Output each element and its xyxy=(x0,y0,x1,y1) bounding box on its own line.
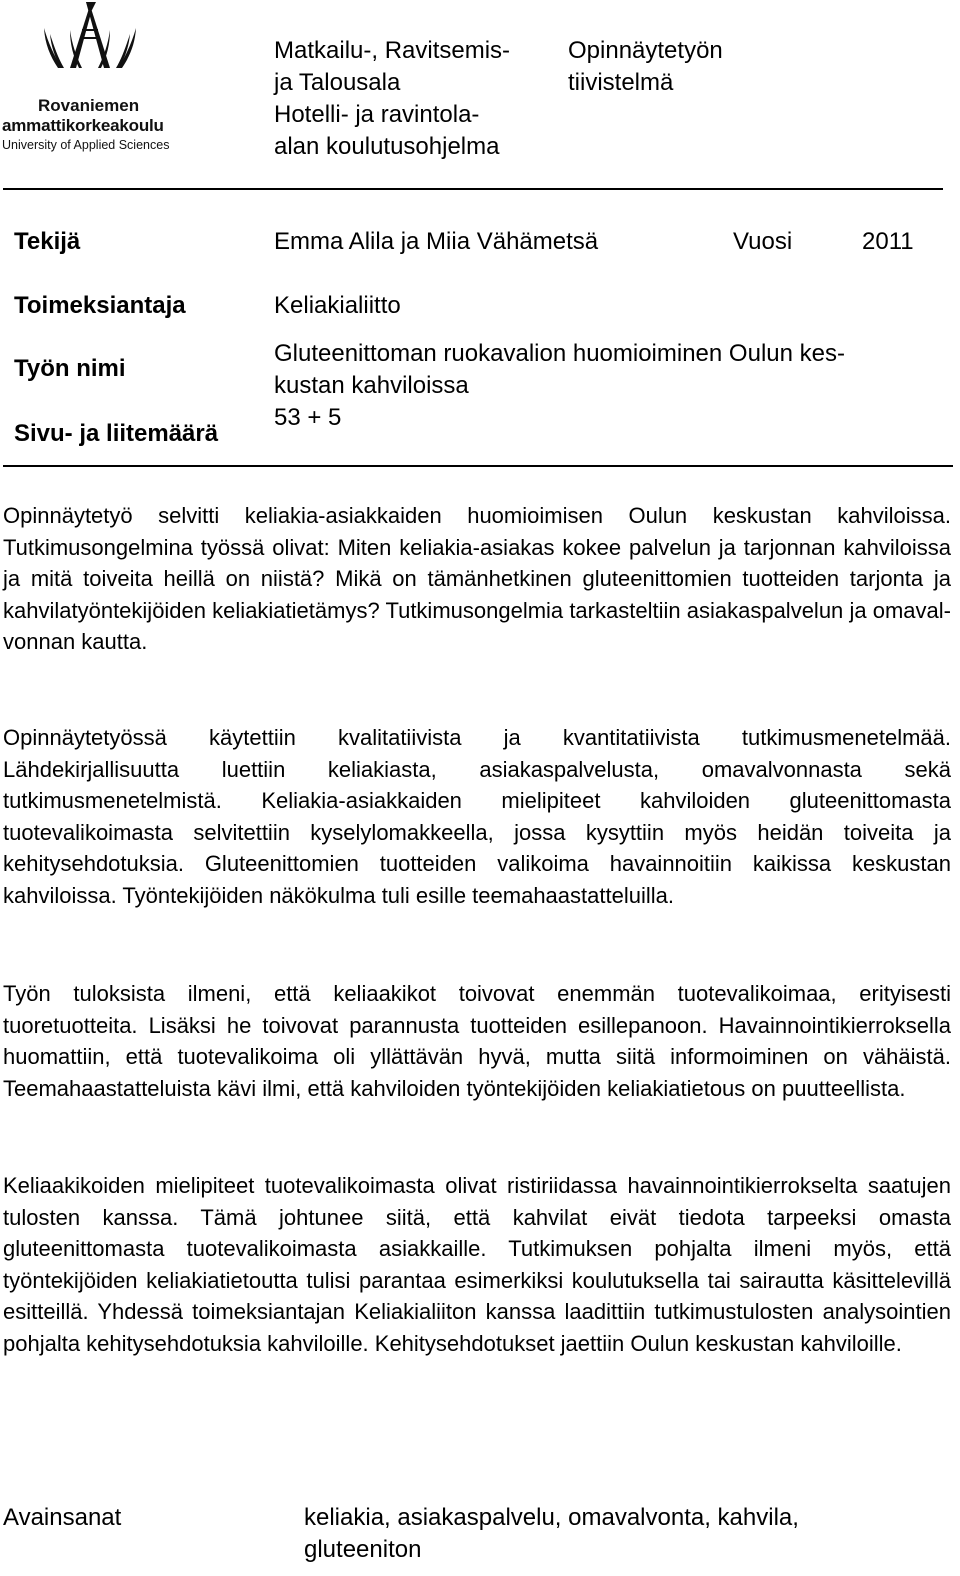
department-block xyxy=(274,35,510,163)
abstract-paragraph-1: Opinnäytetyö selvitti keliakia-asiakkaiden huomioimisen Oulun keskustan kahviloissa. Tutkimusongelmina työssä olivat: Miten keliakia-asiakas kokee palvelun ja tarjonnan kahviloissa ja mitä toiveita heillä on niistä? Mikä on tämänhetkinen gluteenittomien tuotteiden tarjonta ja kahvilatyöntekijöiden keliakiatietämys? Tutkimusongelmia tarkasteltiin asiakaspalvelun ja omavalvonnan kautta. xyxy=(3,503,951,655)
document-type-line: tiivistelmä xyxy=(568,69,674,96)
thesis-title-label: Työn nimi xyxy=(14,355,126,382)
thesis-title-line: Gluteenittoman ruokavalion huomioiminen Oulun kes- xyxy=(274,340,845,367)
abstract-paragraph-4: Keliaakikoiden mielipiteet tuotevalikoimasta olivat ristiriidassa havainnointikierrokselta saatujen tulosten kanssa. Tämä johtunee siitä, että kahvilat eivät tiedota tarpeeksi omasta gluteenittomasta tuotevalikoimasta asiakkaille. Tutkimuksen pohjalta ilmeni myös, että työntekijöiden keliakiatietoutta tulisi parantaa esimerkiksi koulutuksella tai sairautta käsittelevillä esitteillä. Yhdessä toimeksiantajan Keliakialiiton kanssa laadittiin tutkimustulosten analysointien pohjalta kehitysehdotuksia kahviloille. Kehitysehdotukset jaettiin Oulun keskustan kahviloille. xyxy=(3,1173,951,1356)
logo-name-line2: ammattikorkeakoulu xyxy=(2,116,164,135)
document-type xyxy=(568,35,723,99)
pages-label: Sivu- ja liitemäärä xyxy=(14,420,219,447)
keywords-line: gluteeniton xyxy=(304,1536,422,1563)
logo-emblem-icon xyxy=(0,0,180,100)
logo-name-line1: Rovaniemen xyxy=(38,96,140,115)
thesis-title-value xyxy=(274,338,845,402)
keywords-value xyxy=(304,1502,799,1566)
author-label: Tekijä xyxy=(14,228,81,255)
keywords-line: keliakia, asiakaspalvelu, omavalvonta, kahvila, xyxy=(304,1504,799,1531)
document-type-line: Opinnäytetyön xyxy=(568,37,723,64)
department-line: ja Talousala xyxy=(274,69,401,96)
pages-value: 53 + 5 xyxy=(274,404,342,431)
info-divider xyxy=(3,465,953,467)
abstract-paragraph-3: Työn tuloksista ilmeni, että keliaakikot toivovat enemmän tuotevalikoimaa, erityisesti tuoretuotteita. Lisäksi he toivovat parannusta tuotteiden esillepanoon. Havainnointikierroksella huomattiin, että tuotevalikoima oli yllättävän hyvä, mutta siitä informoiminen on vähäistä. Teemahaastatteluista kävi ilmi, että kahviloiden työntekijöiden keliakiatietous on puutteellista. xyxy=(3,981,951,1101)
department-line: Matkailu-, Ravitsemis- xyxy=(274,37,511,64)
department-line: alan koulutusohjelma xyxy=(274,133,500,160)
keywords-label: Avainsanat xyxy=(3,1504,122,1531)
commissioner-value: Keliakialiitto xyxy=(274,292,401,319)
year-value: 2011 xyxy=(862,228,914,255)
university-logo xyxy=(0,0,180,160)
commissioner-label: Toimeksiantaja xyxy=(14,292,186,319)
author-value: Emma Alila ja Miia Vähämetsä xyxy=(274,228,599,255)
department-line: Hotelli- ja ravintola- xyxy=(274,101,480,128)
logo-name-line3: University of Applied Sciences xyxy=(2,138,170,152)
header-divider xyxy=(3,188,943,190)
abstract-paragraph-2: Opinnäytetyössä käytettiin kvalitatiivista ja kvantitatiivista tutkimusmenetelmää. Lähdekirjallisuutta luettiin keliakiasta, asiakaspalvelusta, omavalvonnasta sekä tutkimusmenetelmistä. Keliakia-asiakkaiden mielipiteet kahviloiden gluteenittomasta tuotevalikoimasta selvitettiin kyselylomakkeella, jossa kysyttiin myös heidän toiveita ja kehitysehdotuksia. Gluteenittomien tuotteiden valikoima havainnoitiin kaikissa keskustan kahviloissa. Työntekijöiden näkökulma tuli esille teemahaastatteluilla. xyxy=(3,725,951,908)
year-label: Vuosi xyxy=(733,228,793,255)
thesis-title-line: kustan kahviloissa xyxy=(274,372,469,399)
